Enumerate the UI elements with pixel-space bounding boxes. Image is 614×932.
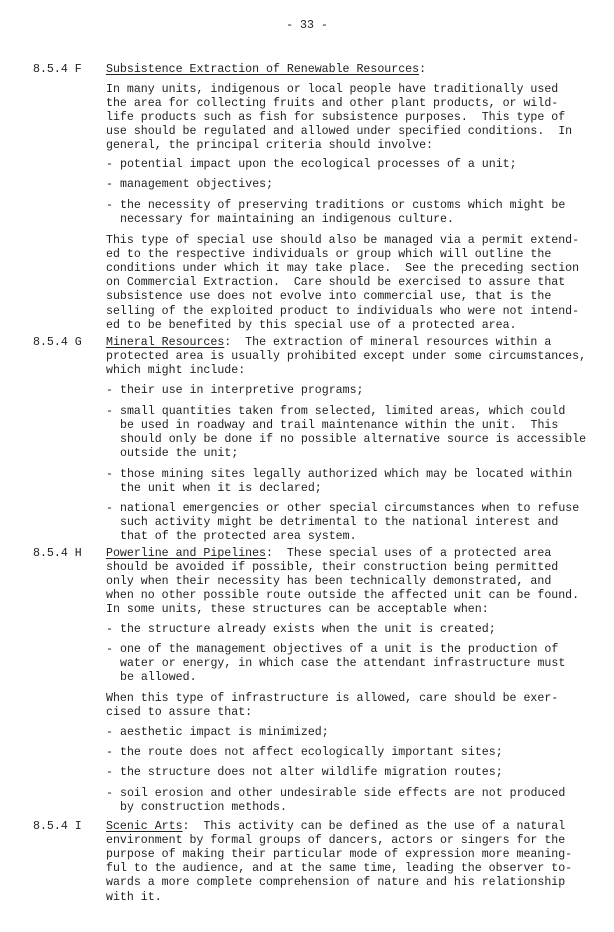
paragraph-line: the area for collecting fruits and other plant products, or wild- (106, 97, 559, 111)
section-heading-line (106, 547, 551, 561)
bullet-dash: - (106, 502, 113, 515)
bullet-dash: - (106, 766, 113, 779)
text-line: protected area is usually prohibited except under some circumstances, (106, 350, 587, 364)
paragraph-line: ed to be benefited by this special use of a protected area. (106, 318, 517, 332)
bullet-line: should only be done if no possible alternative source is accessible (120, 433, 587, 447)
bullet-line: necessary for maintaining an indigenous culture. (120, 213, 454, 227)
paragraph-line: ed to the respective individuals or group which will outline the (106, 248, 552, 262)
bullet-line: the structure does not alter wildlife migration routes; (120, 766, 503, 779)
bullet-line: that of the protected area system. (120, 530, 357, 544)
bullet-line: their use in interpretive programs; (120, 384, 364, 397)
paragraph-line: general, the principal criteria should involve: (106, 139, 433, 153)
bullet-line: be used in roadway and trail maintenance within the unit. This (120, 419, 559, 433)
bullet-dash: - (106, 178, 113, 191)
text-line: purpose of making their particular mode of expression more meaning- (106, 848, 573, 862)
bullet-line: the necessity of preserving traditions or customs which might be (120, 199, 566, 212)
bullet-line: water or energy, in which case the attendant infrastructure must (120, 657, 566, 671)
bullet-line: the unit when it is declared; (120, 482, 322, 496)
section-number: 8.5.4 F (33, 63, 82, 76)
page-number: - 33 - (286, 19, 328, 32)
bullet-line: soil erosion and other undesirable side effects are not produced (120, 787, 566, 800)
section-heading-text: : These special uses of a protected area (266, 547, 552, 560)
section-title: Scenic Arts (106, 820, 183, 833)
section-title: Subsistence Extraction of Renewable Resources (106, 63, 420, 76)
paragraph-line: subsistence use does not evolve into commercial use, that is the (106, 290, 552, 304)
bullet-line: aesthetic impact is minimized; (120, 726, 329, 739)
bullet-dash: - (106, 405, 113, 418)
bullet-dash: - (106, 384, 113, 397)
text-line: when no other possible route outside the affected unit can be found. (106, 589, 580, 603)
paragraph-line: on Commercial Extraction. Care should be exercised to assure that (106, 276, 566, 290)
text-line: should be avoided if possible, their construction being permitted (106, 561, 559, 575)
text-line: ful to the audience, and at the same time, leading the observer to- (106, 862, 573, 876)
section-heading-line (106, 336, 551, 350)
bullet-line: the structure already exists when the unit is created; (120, 623, 496, 636)
section-title: Mineral Resources (106, 336, 225, 349)
section-heading-text: : The extraction of mineral resources within a (224, 336, 552, 349)
paragraph-line: When this type of infrastructure is allowed, care should be exer- (106, 692, 559, 705)
bullet-dash: - (106, 746, 113, 759)
paragraph-line: In many units, indigenous or local people have traditionally used (106, 83, 559, 96)
section-heading-text: : (419, 63, 427, 76)
bullet-dash: - (106, 787, 113, 800)
paragraph-line: life products such as fish for subsistence purposes. This type of (106, 111, 566, 125)
bullet-line: by construction methods. (120, 801, 287, 815)
bullet-line: management objectives; (120, 178, 274, 191)
paragraph-line: use should be regulated and allowed under specified conditions. In (106, 125, 573, 139)
section-number: 8.5.4 G (33, 336, 82, 349)
section-number: 8.5.4 I (33, 820, 82, 833)
bullet-line: potential impact upon the ecological processes of a unit; (120, 158, 517, 171)
bullet-dash: - (106, 199, 113, 212)
section-number: 8.5.4 H (33, 547, 82, 560)
bullet-dash: - (106, 158, 113, 171)
bullet-line: those mining sites legally authorized which may be located within (120, 468, 573, 481)
bullet-dash: - (106, 623, 113, 636)
text-line: which might include: (106, 364, 246, 378)
bullet-line: be allowed. (120, 671, 197, 685)
text-line: with it. (106, 890, 162, 904)
text-line: wards a more complete comprehension of nature and his relationship (106, 876, 566, 890)
bullet-line: the route does not affect ecologically important sites; (120, 746, 503, 759)
bullet-line: national emergencies or other special circumstances when to refuse (120, 502, 580, 515)
paragraph-line: cised to assure that: (106, 706, 253, 720)
bullet-dash: - (106, 468, 113, 481)
bullet-dash: - (106, 643, 113, 656)
bullet-line: outside the unit; (120, 447, 239, 461)
text-line: only when their necessity has been technically demonstrated, and (106, 575, 552, 589)
section-title: Powerline and Pipelines (106, 547, 267, 560)
paragraph-line: selling of the exploited product to individuals who were not intend- (106, 304, 580, 318)
section-heading-text: : This activity can be defined as the use of a natural (182, 820, 566, 833)
bullet-line: such activity might be detrimental to the national interest and (120, 516, 559, 530)
bullet-dash: - (106, 726, 113, 739)
bullet-line: one of the management objectives of a unit is the production of (120, 643, 559, 656)
text-line: environment by formal groups of dancers, actors or singers for the (106, 834, 566, 848)
text-line: In some units, these structures can be acceptable when: (106, 603, 489, 617)
section-heading-line (106, 820, 565, 834)
bullet-line: small quantities taken from selected, limited areas, which could (120, 405, 566, 418)
section-heading-line (106, 63, 426, 77)
paragraph-line: conditions under which it may take place. See the preceding section (106, 262, 580, 276)
paragraph-line: This type of special use should also be managed via a permit extend- (106, 234, 580, 247)
